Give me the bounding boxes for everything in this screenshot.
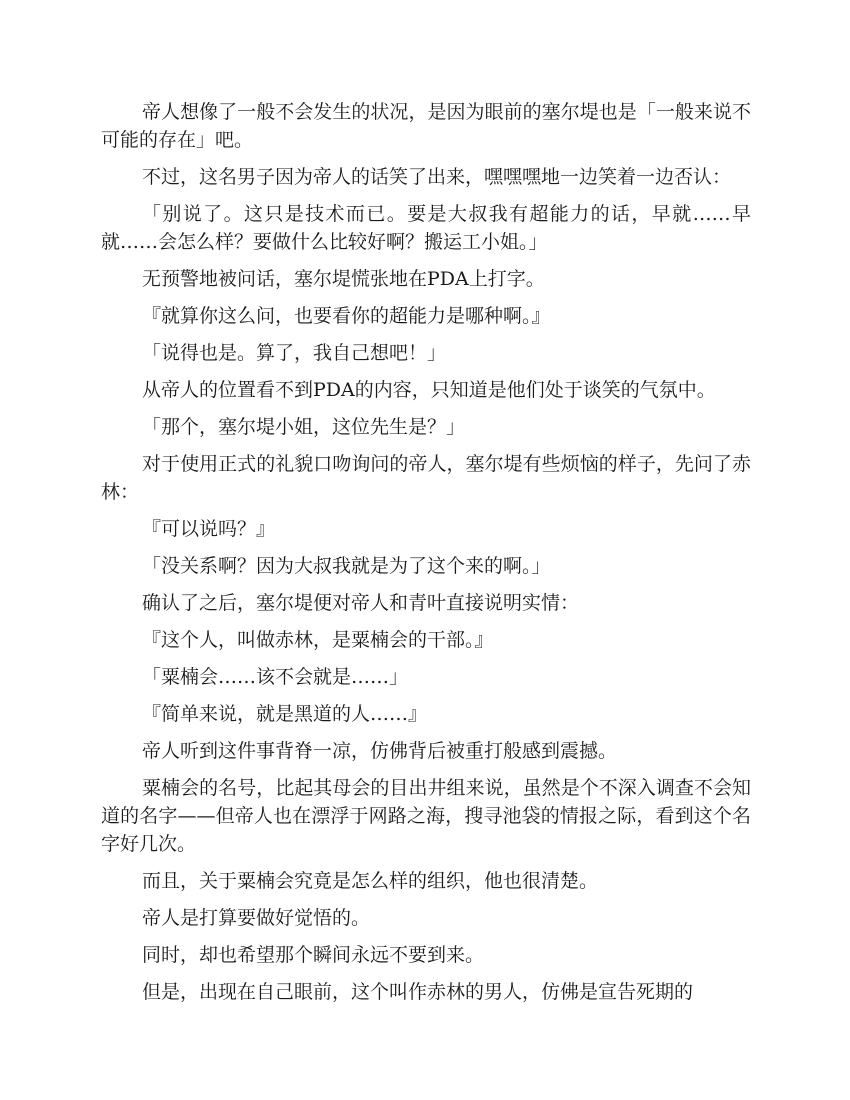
paragraph-20: 同时，却也希望那个瞬间永远不要到来。 (142, 944, 485, 966)
paragraph-13: 『这个人，叫做赤林，是粟楠会的干部。』 (142, 629, 494, 651)
paragraph-4: 无预警地被问话，塞尔堤慌张地在PDA上打字。 (142, 268, 545, 290)
paragraph-16: 帝人听到这件事背脊一凉，仿佛背后被重打般感到震撼。 (142, 740, 618, 762)
paragraph-9: 对于使用正式的礼貌口吻询问的帝人，塞尔堤有些烦恼的样子，先问了赤林： (101, 453, 751, 503)
paragraph-11: 「没关系啊？因为大叔我就是为了这个来的啊。」 (142, 555, 551, 577)
novel-page (101, 98, 751, 1015)
paragraph-21: 但是，出现在自己眼前，这个叫作赤林的男人，仿佛是宣告死期的 (142, 981, 694, 1003)
paragraph-19: 帝人是打算要做好觉悟的。 (142, 907, 371, 929)
paragraph-18: 而且，关于粟楠会究竟是怎么样的组织，他也很清楚。 (142, 870, 599, 892)
paragraph-8: 「那个，塞尔堤小姐，这位先生是？」 (142, 416, 466, 438)
paragraph-15: 『简单来说，就是黑道的人……』 (142, 703, 428, 725)
paragraph-1: 帝人想像了一般不会发生的状况，是因为眼前的塞尔堤也是「一般来说不可能的存在」吧。 (101, 101, 751, 151)
paragraph-7: 从帝人的位置看不到PDA的内容，只知道是他们处于谈笑的气氛中。 (142, 379, 716, 401)
paragraph-5: 『就算你这么问，也要看你的超能力是哪种啊。』 (142, 305, 551, 327)
paragraph-17: 粟楠会的名号，比起其母会的目出井组来说，虽然是个不深入调查不会知道的名字——但帝人也在漂浮于网路之海，搜寻池袋的情报之际，看到这个名字好几次。 (101, 777, 751, 855)
paragraph-12: 确认了之后，塞尔堤便对帝人和青叶直接说明实情： (142, 592, 580, 614)
paragraph-14: 「粟楠会……该不会就是……」 (142, 666, 409, 688)
paragraph-3: 「别说了。这只是技术而已。要是大叔我有超能力的话，早就……早就……会怎么样？要做什么比较好啊？搬运工小姐。」 (101, 203, 751, 253)
paragraph-6: 「说得也是。算了，我自己想吧！」 (142, 342, 447, 364)
paragraph-10: 『可以说吗？』 (142, 518, 276, 540)
paragraph-2: 不过，这名男子因为帝人的话笑了出来，嘿嘿嘿地一边笑着一边否认： (142, 166, 732, 188)
